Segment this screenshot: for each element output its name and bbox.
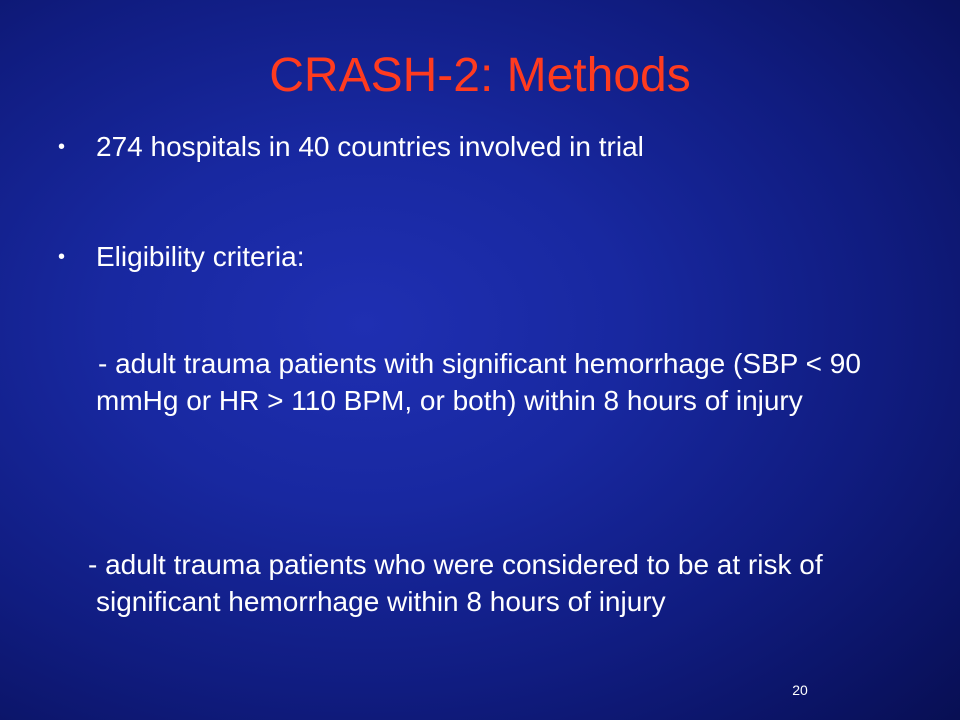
bullet-text: Eligibility criteria:	[96, 241, 305, 272]
bullet-text: 274 hospitals in 40 countries involved in trial	[96, 131, 644, 162]
criteria-item-at-risk: - adult trauma patients who were considered to be at risk of significant hemorrhage within 8 hours of injury	[88, 549, 823, 617]
slide-title: CRASH-2: Methods	[269, 49, 691, 102]
page-number: 20	[792, 682, 808, 698]
bullet-item-hospitals	[58, 130, 644, 164]
bullet-icon: •	[58, 246, 66, 268]
bullet-item-eligibility	[58, 240, 305, 274]
criteria-item-hemorrhage: - adult trauma patients with significant hemorrhage (SBP < 90 mmHg or HR > 110 BPM, or both) within 8 hours of injury	[96, 348, 861, 416]
bullet-icon: •	[58, 136, 66, 158]
